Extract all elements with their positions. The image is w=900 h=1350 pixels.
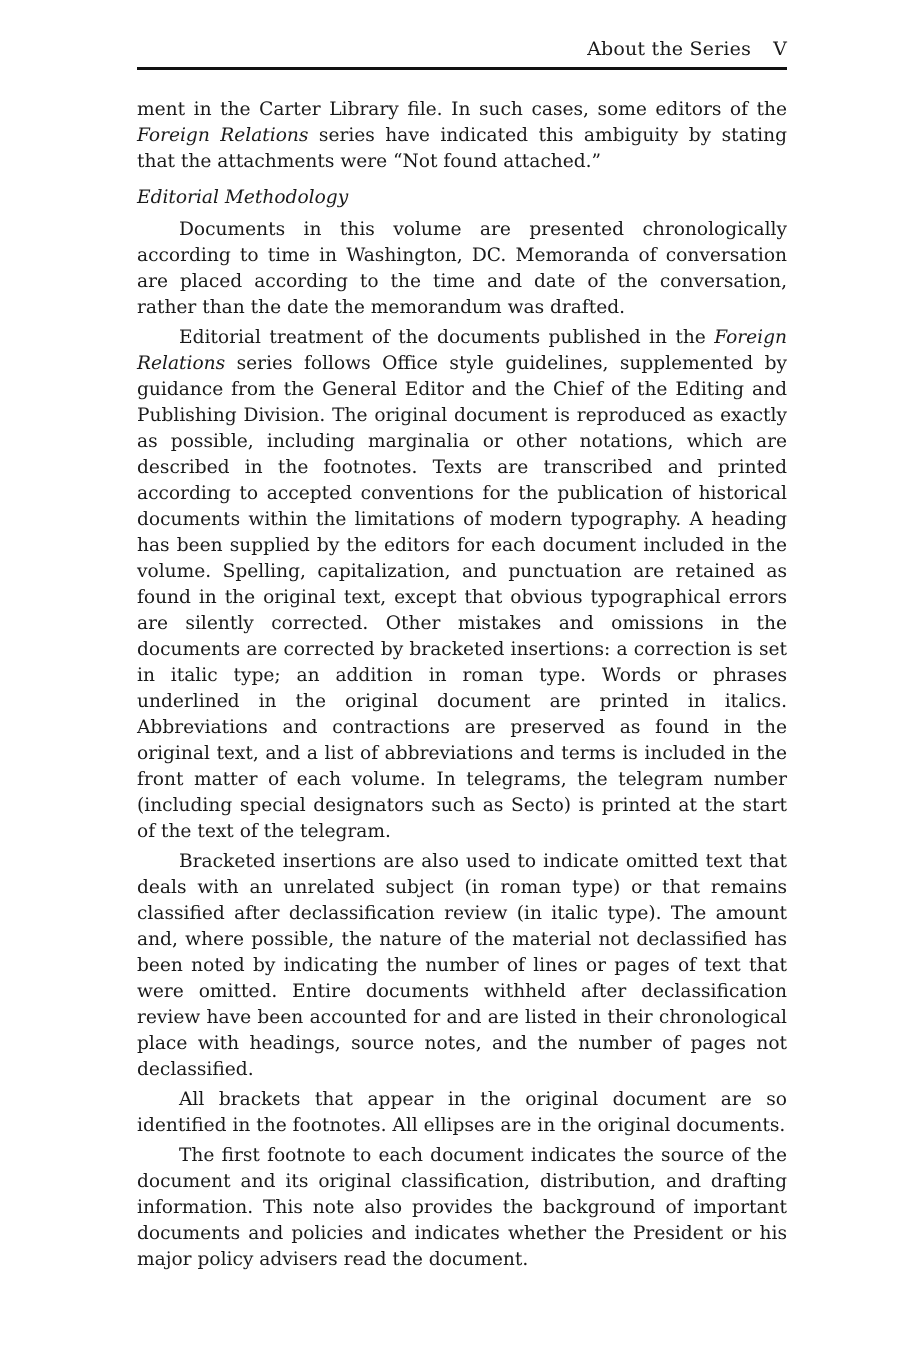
page-number: V <box>773 38 787 60</box>
paragraph-text: ment in the Carter Library file. In such cases, some editors of the <box>137 99 787 120</box>
running-head <box>587 38 787 60</box>
running-head-title: About the Series <box>587 38 752 60</box>
body-text <box>137 97 787 1277</box>
paragraph: Bracketed insertions are also used to indicate omitted text that deals with an unrelated subject (in roman type) or that remains classified after declassification review (in italic type). The amount and, where possible, the nature of the material not declassified has been noted by indicating the number of lines or pages of text that were omitted. Entire documents withheld after declassification review have been accounted for and are listed in their chronological place with headings, source notes, and the number of pages not declassified. <box>137 851 787 1080</box>
header-rule <box>137 67 787 70</box>
paragraph <box>137 325 787 845</box>
paragraph: Documents in this volume are presented chronologically according to time in Washington, DC. Memoranda of conversation are placed according to the time and date of the conversation, rather than the date the memorandum was drafted. <box>137 219 787 318</box>
section-subheading: Editorial Methodology <box>137 187 349 208</box>
paragraph-text: series have indicated this ambiguity by stating that the attachments were “Not found attached.” <box>137 125 787 172</box>
paragraph-text: series follows Office style guidelines, supplemented by guidance from the General Editor and the Chief of the Editing and Publishing Division. The original document is reproduced as exactly as possible, including marginalia or other notations, which are described in the footnotes. Texts are transcribed and printed according to accepted conventions for the publication of historical documents within the limitations of modern typography. A heading has been supplied by the editors for each document included in the volume. Spelling, capitalization, and punctuation are retained as found in the original text, except that obvious typographical errors are silently corrected. Other mistakes and omissions in the documents are corrected by bracketed insertions: a correction is set in italic type; an addition in roman type. Words or phrases underlined in the original document are printed in italics. Abbreviations and contractions are preserved as found in the original text, and a list of abbreviations and terms is included in the front matter of each volume. In telegrams, the telegram number (including special designators such as Secto) is printed at the start of the text of the telegram. <box>137 353 787 842</box>
paragraph-continued <box>137 97 787 175</box>
paragraph: The first footnote to each document indicates the source of the document and its original classification, distribution, and drafting information. This note also provides the background of important documents and policies and indicates whether the President or his major policy advisers read the document. <box>137 1145 787 1270</box>
paragraph: All brackets that appear in the original document are so identified in the footnotes. All ellipses are in the original documents. <box>137 1089 787 1136</box>
italic-title: Foreign Relations <box>137 125 309 146</box>
paragraph-text: Editorial treatment of the documents published in the <box>179 327 715 348</box>
italic-title: Foreign Relations <box>137 327 787 374</box>
